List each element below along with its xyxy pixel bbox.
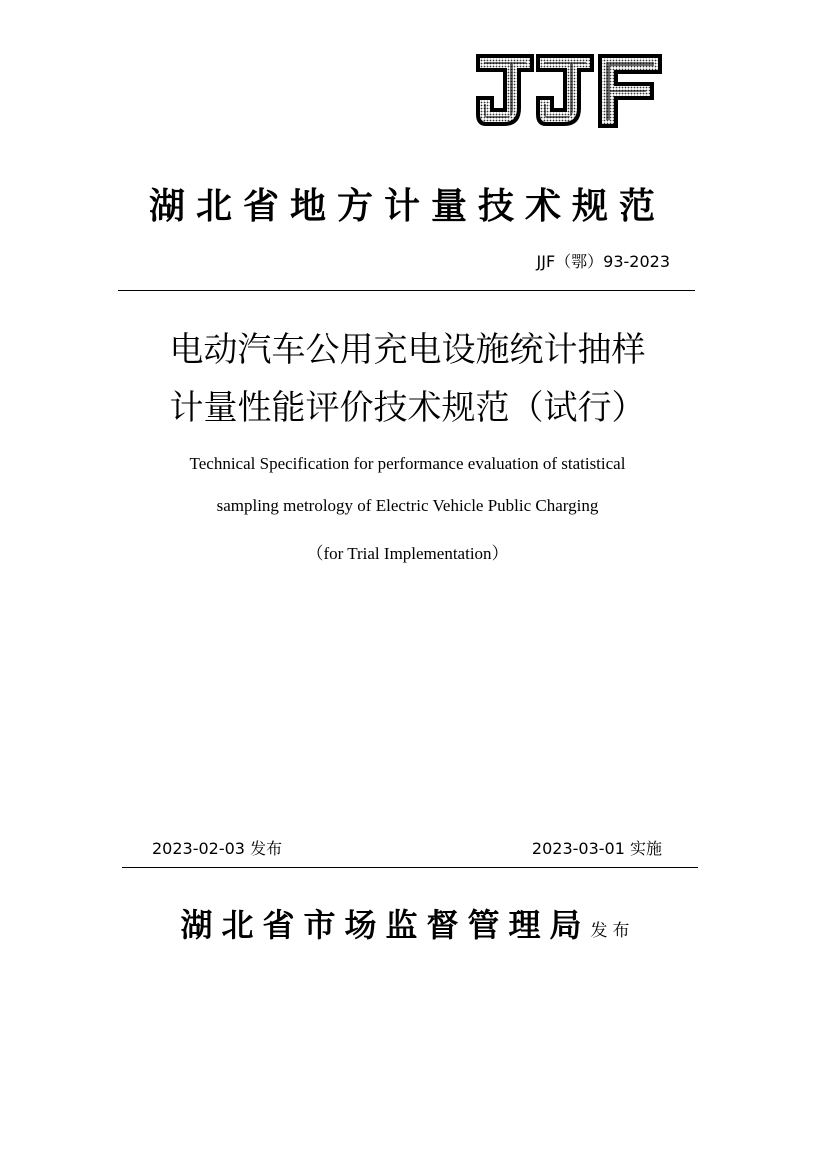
issuer-name: 湖北省市场监督管理局 — [180, 906, 591, 944]
divider-top — [118, 290, 695, 291]
series-title: 湖北省地方计量技术规范 — [148, 185, 666, 227]
issue-date: 2023-02-03 发布 — [152, 839, 283, 858]
implementation-date: 2023-03-01 实施 — [531, 839, 662, 858]
divider-bottom — [122, 867, 698, 868]
english-title-line-3: （for Trial Implementation） — [306, 544, 509, 563]
jjf-logo — [474, 50, 664, 130]
english-title-line-2: sampling metrology of Electric Vehicle Public Charging — [216, 496, 599, 515]
english-title-line-1: Technical Specification for performance evaluation of statistical — [189, 454, 626, 473]
issuer-suffix: 发布 — [590, 921, 635, 941]
logo-letter-f — [600, 56, 660, 126]
issuer-block — [100, 900, 715, 946]
logo-letter-j2 — [538, 56, 592, 124]
standard-code: JJF（鄂）93-2023 — [536, 252, 670, 271]
logo-letter-j1 — [478, 56, 532, 124]
document-title-line-1: 电动汽车公用充电设施统计抽样 — [169, 330, 646, 370]
document-title-line-2: 计量性能评价技术规范（试行） — [169, 388, 646, 428]
